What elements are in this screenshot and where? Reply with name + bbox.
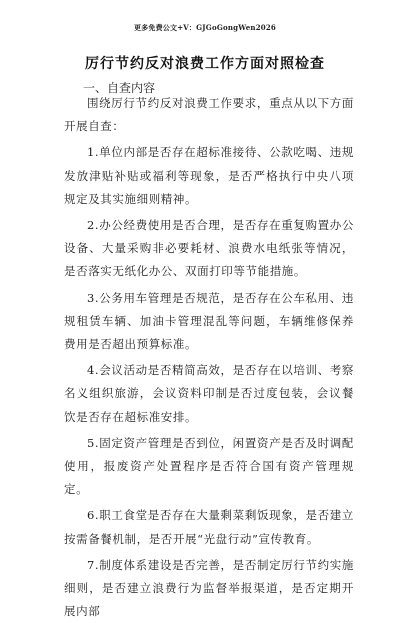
header-note: 更多免费公文+V：GJGoGongWen2026	[134, 23, 276, 32]
page-title: 厉行节约反对浪费工作方面对照检查	[85, 56, 325, 72]
checklist-item: 1.单位内部是否存在超标准接待、公款吃喝、违规发放津贴补贴或福利等现象，是否严格执行中央八项规定及其实施细则精神。	[64, 145, 354, 206]
checklist-item: 7.制度体系建设是否完善，是否制定厉行节约实施细则，是否建立浪费行为监督举报渠道，是否定期开展内部	[64, 557, 354, 619]
checklist-item: 3.公务用车管理是否规范，是否存在公车私用、违规租赁车辆、加油卡管理混乱等问题，车辆维修保养费用是否超出预算标准。	[64, 290, 354, 352]
document-body	[64, 92, 354, 623]
checklist-item: 6.职工食堂是否存在大量剩菜剩饭现象，是否建立按需备餐机制，是否开展“光盘行动”宣传教育。	[64, 508, 354, 546]
checklist-item: 5.固定资产管理是否到位，闲置资产是否及时调配使用，报废资产处置程序是否符合国有资产管理规定。	[64, 435, 354, 497]
intro-paragraph: 围绕厉行节约反对浪费工作要求，重点从以下方面开展自查：	[64, 96, 354, 134]
checklist-item: 4.会议活动是否精简高效，是否存在以培训、考察名义组织旅游，会议资料印制是否过度包装，会议餐饮是否存在超标准安排。	[64, 363, 354, 424]
checklist-item: 2.办公经费使用是否合理，是否存在重复购置办公设备、大量采购非必要耗材、浪费水电纸张等情况，是否落实无纸化办公、双面打印等节能措施。	[64, 218, 354, 279]
section-heading: 一、自查内容	[83, 81, 156, 95]
